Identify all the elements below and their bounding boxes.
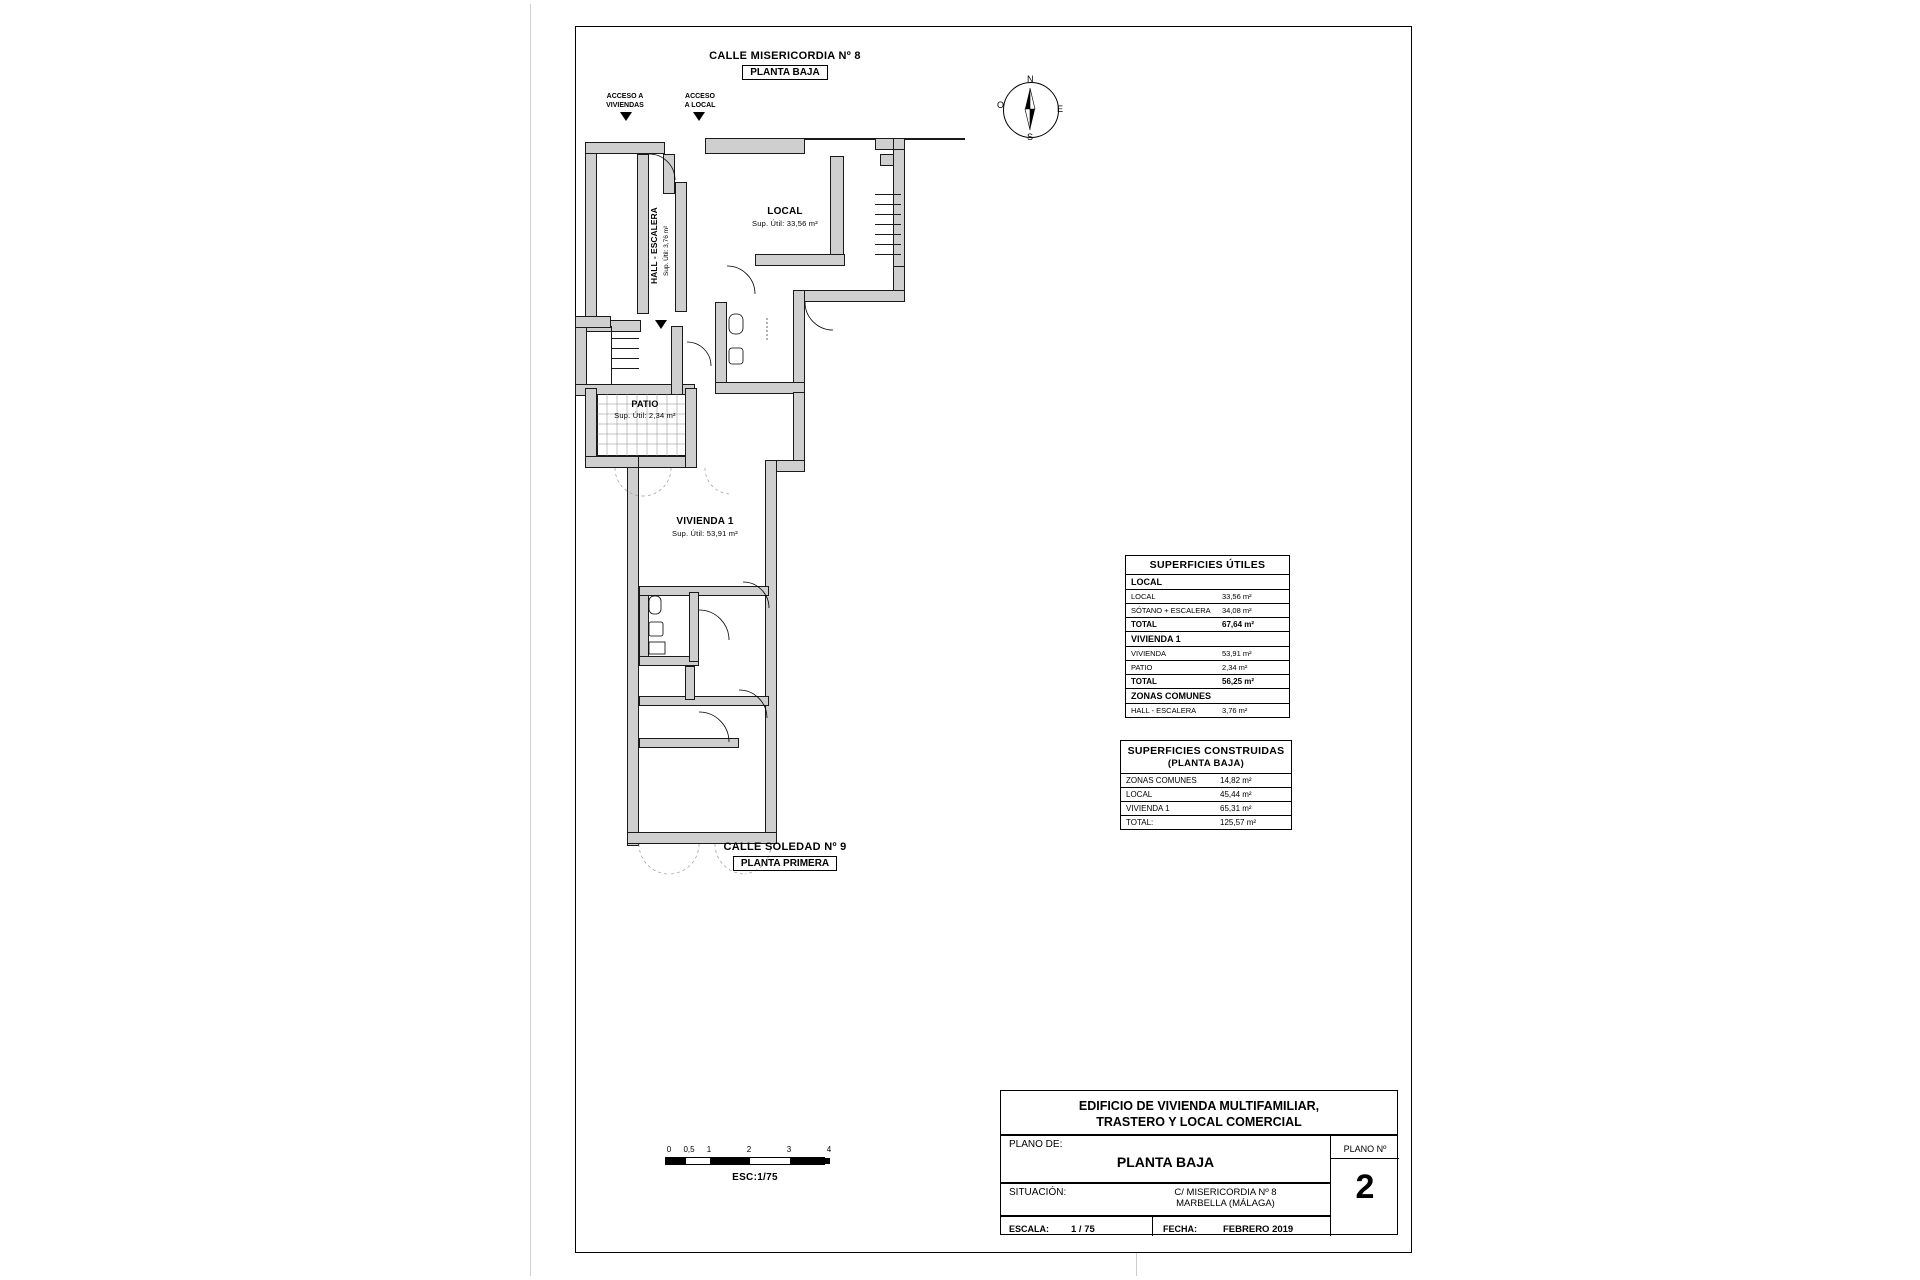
top-floor-label: PLANTA BAJA bbox=[742, 65, 827, 80]
table-utiles-group-local: LOCAL bbox=[1126, 575, 1289, 590]
title-block-sep-3 bbox=[1000, 1215, 1330, 1217]
table-row: TOTAL 56,25 m² bbox=[1126, 675, 1289, 689]
compass-s: S bbox=[1027, 132, 1034, 142]
scale-bar-ticks: 0 0,5 1 2 3 4 bbox=[666, 1145, 832, 1154]
title-block-sep-2 bbox=[1000, 1182, 1330, 1184]
title-block bbox=[1000, 1090, 1398, 1235]
escala-label: ESCALA: bbox=[1009, 1224, 1049, 1234]
table-superficies-construidas bbox=[1120, 740, 1292, 830]
table-row: TOTAL 67,64 m² bbox=[1126, 618, 1289, 632]
bottom-street-label: CALLE SOLEDAD Nº 9 bbox=[723, 841, 847, 853]
access-local-note: ACCESO A LOCAL bbox=[684, 93, 716, 109]
plano-de-label: PLANO DE: bbox=[1009, 1139, 1063, 1150]
escala-value: 1 / 75 bbox=[1071, 1224, 1095, 1235]
compass-n: N bbox=[1027, 74, 1034, 84]
bottom-floor-label: PLANTA PRIMERA bbox=[733, 856, 837, 871]
sheet-tick-bottom bbox=[1136, 1252, 1137, 1276]
table-superficies-utiles bbox=[1125, 555, 1290, 718]
scale-bar-graphic bbox=[665, 1157, 825, 1165]
table-row: HALL - ESCALERA 3,76 m² bbox=[1131, 706, 1248, 715]
title-block-project bbox=[1001, 1091, 1397, 1135]
patio-room-label: PATIO Sup. Útil: 2,34 m² bbox=[614, 399, 676, 420]
plano-de-value: PLANTA BAJA bbox=[1116, 1154, 1215, 1170]
table-row: PATIO 2,34 m² bbox=[1126, 661, 1289, 675]
situacion-label: SITUACIÓN: bbox=[1009, 1187, 1067, 1198]
table-row: ZONAS COMUNES 14,82 m² bbox=[1121, 774, 1291, 788]
project-line2: TRASTERO Y LOCAL COMERCIAL bbox=[1096, 1115, 1302, 1129]
title-block-sep-1 bbox=[1000, 1134, 1398, 1136]
scale-caption: ESC:1/75 bbox=[732, 1172, 778, 1183]
hall-escalera-sup: Sup. Útil: 3,76 m² bbox=[663, 225, 670, 276]
compass-o: O bbox=[997, 100, 1005, 110]
table-utiles-group-vivienda: VIVIENDA 1 bbox=[1126, 632, 1289, 647]
plan-header-bottom bbox=[575, 841, 995, 871]
top-street-label: CALLE MISERICORDIA Nº 8 bbox=[709, 50, 861, 62]
table-row: VIVIENDA 1 65,31 m² bbox=[1121, 802, 1291, 816]
project-line1: EDIFICIO DE VIVIENDA MULTIFAMILIAR, bbox=[1078, 1099, 1320, 1113]
table-construidas-title: SUPERFICIES CONSTRUIDAS (PLANTA BAJA) bbox=[1121, 741, 1291, 774]
table-row: LOCAL 45,44 m² bbox=[1121, 788, 1291, 802]
situacion-line2: MARBELLA (MÁLAGA) bbox=[1176, 1198, 1275, 1209]
table-utiles-group-comunes: ZONAS COMUNES bbox=[1126, 689, 1289, 704]
table-utiles-title: SUPERFICIES ÚTILES bbox=[1126, 556, 1289, 575]
fecha-label: FECHA: bbox=[1163, 1224, 1197, 1234]
table-row: VIVIENDA 53,91 m² bbox=[1126, 647, 1289, 661]
vivienda-room-label: VIVIENDA 1 Sup. Útil: 53,91 m² bbox=[672, 516, 738, 538]
table-row: LOCAL 33,56 m² bbox=[1126, 590, 1289, 604]
compass-e: E bbox=[1057, 104, 1064, 114]
table-row: TOTAL: 125,57 m² bbox=[1126, 818, 1257, 827]
plano-n-label: PLANO Nº bbox=[1343, 1144, 1387, 1154]
plano-n-value: 2 bbox=[1355, 1168, 1375, 1206]
local-room-label: LOCAL Sup. Útil: 33,56 m² bbox=[752, 206, 818, 228]
scale-bar bbox=[665, 1145, 845, 1183]
title-block-plano-n bbox=[1331, 1135, 1399, 1236]
access-viviendas-note: ACCESO A VIVIENDAS bbox=[606, 93, 644, 109]
situacion-line1: C/ MISERICORDIA Nº 8 bbox=[1174, 1187, 1277, 1198]
fecha-value: FEBRERO 2019 bbox=[1223, 1224, 1294, 1235]
table-row: SÓTANO + ESCALERA 34,08 m² bbox=[1126, 604, 1289, 618]
title-block-left bbox=[1001, 1135, 1331, 1236]
hall-escalera-label: HALL - ESCALERA bbox=[649, 207, 659, 284]
